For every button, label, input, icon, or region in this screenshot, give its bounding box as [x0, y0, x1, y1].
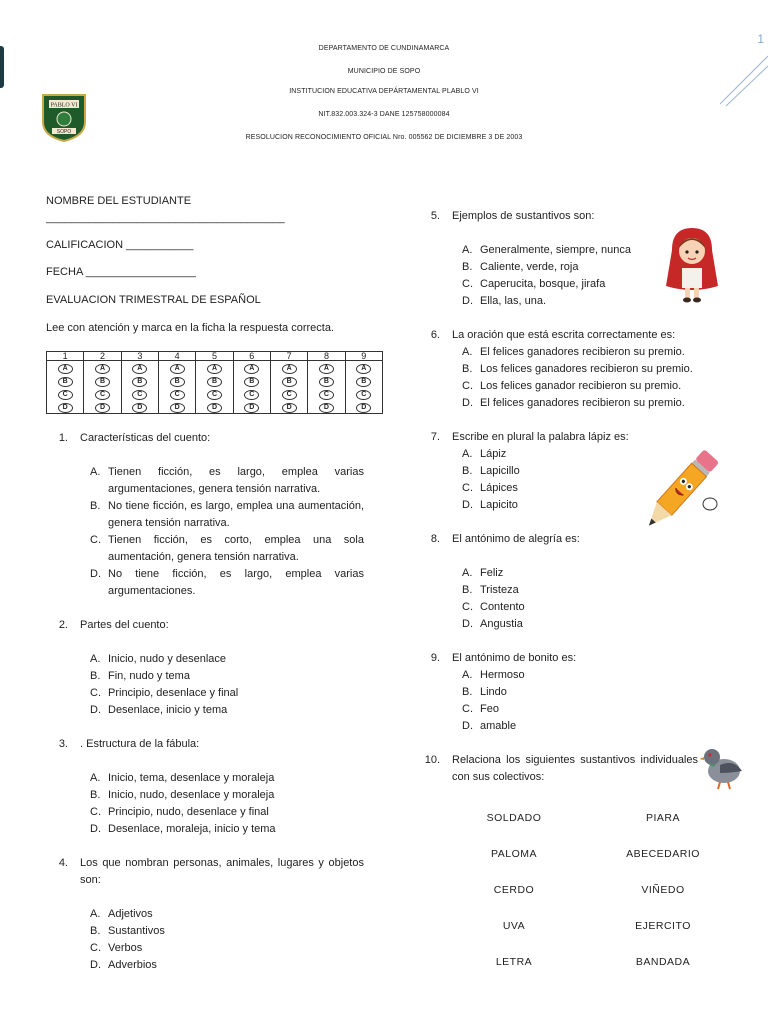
option-text: Lindo — [480, 686, 507, 698]
option-text: Contento — [480, 601, 525, 613]
option-letter: D. — [90, 568, 101, 580]
question-number: 1. — [58, 432, 68, 444]
option-letter: D. — [90, 959, 101, 971]
answer-bubble[interactable]: A — [282, 364, 297, 374]
option-text: Lápices — [480, 482, 518, 494]
question-number: 9. — [430, 652, 440, 664]
question-header — [46, 855, 364, 889]
option-letter: B. — [462, 363, 473, 375]
question-number: 6. — [430, 329, 440, 341]
option-text: No tiene ficción, es largo, emplea varias argumentaciones. — [108, 568, 364, 597]
question-block — [418, 752, 698, 786]
header-department: DEPARTAMENTO DE CUNDINAMARCA — [318, 45, 450, 52]
grid-column-header: 4 — [158, 352, 195, 361]
option-text: Adjetivos — [108, 908, 153, 920]
option-letter: B. — [462, 261, 473, 273]
option-text: El felices ganadores recibieron su premio. — [480, 346, 685, 358]
answer-bubble[interactable]: B — [282, 377, 297, 387]
question-number: 10. — [424, 754, 440, 766]
option-text: Los felices ganador recibieron su premio. — [480, 380, 682, 392]
question-header — [46, 617, 364, 634]
option-letter: C. — [462, 601, 473, 613]
matching-word: PALOMA — [491, 848, 537, 860]
option-letter: D. — [462, 295, 473, 307]
option-letter: B. — [90, 925, 101, 937]
option-letter: D. — [90, 704, 101, 716]
option-text: Desenlace, moraleja, inicio y tema — [108, 823, 276, 835]
corner-decoration-lines — [718, 52, 768, 112]
answer-bubble[interactable]: D — [132, 403, 147, 413]
grid-column-header: 6 — [233, 352, 270, 361]
answer-bubble[interactable]: C — [170, 390, 185, 400]
answer-option — [462, 616, 698, 633]
answer-option — [90, 685, 364, 702]
answer-option — [90, 498, 364, 532]
question-block — [46, 736, 364, 838]
answer-option — [90, 566, 364, 600]
answer-bubble[interactable]: B — [95, 377, 110, 387]
header-nit: NIT.832.003.324-3 DANE 125758000084 — [318, 111, 450, 118]
answer-bubble[interactable]: D — [207, 403, 222, 413]
question-number: 7. — [430, 431, 440, 443]
question-text: Características del cuento: — [80, 432, 211, 444]
answer-option — [90, 651, 364, 668]
answer-option — [462, 599, 698, 616]
question-block — [418, 531, 698, 633]
grid-column-header: 7 — [270, 352, 307, 361]
answer-bubble[interactable]: B — [58, 377, 73, 387]
question-number: 8. — [430, 533, 440, 545]
answer-option — [90, 804, 364, 821]
grid-column-header: 2 — [84, 352, 121, 361]
question-block — [418, 208, 698, 310]
answer-option — [90, 923, 364, 940]
option-letter: C. — [462, 278, 473, 290]
header-institution: INSTITUCION EDUCATIVA DEPÁRTAMENTAL PLABLO VI — [289, 88, 479, 95]
option-text: Principio, desenlace y final — [108, 687, 239, 699]
option-text: Hermoso — [480, 669, 525, 681]
option-text: Ella, las, una. — [480, 295, 547, 307]
option-text: Feo — [480, 703, 499, 715]
option-text: Generalmente, siempre, nunca — [480, 244, 632, 256]
grid-column-header: 3 — [121, 352, 158, 361]
option-text: Inicio, nudo y desenlace — [108, 653, 227, 665]
answer-option — [462, 701, 698, 718]
answer-bubble[interactable]: C — [282, 390, 297, 400]
option-letter: B. — [462, 686, 473, 698]
option-letter: A. — [90, 908, 101, 920]
option-letter: D. — [462, 618, 473, 630]
question-text: Ejemplos de sustantivos son: — [452, 210, 595, 222]
answer-option — [90, 532, 364, 566]
question-header — [46, 736, 364, 753]
answer-bubble[interactable]: D — [95, 403, 110, 413]
option-text: amable — [480, 720, 517, 732]
answer-option — [90, 940, 364, 957]
answer-bubble[interactable]: C — [58, 390, 73, 400]
answer-option — [462, 378, 698, 395]
question-header — [418, 752, 698, 786]
answer-bubble[interactable]: D — [170, 403, 185, 413]
answer-bubble[interactable]: D — [356, 403, 371, 413]
matching-word: EJERCITO — [635, 920, 691, 932]
question-text: El antónimo de alegría es: — [452, 533, 580, 545]
option-letter: A. — [90, 772, 101, 784]
pencil-character-icon — [640, 448, 722, 532]
option-letter: B. — [462, 584, 473, 596]
option-letter: D. — [462, 720, 473, 732]
date-label: FECHA __________________ — [46, 266, 196, 278]
option-text: Sustantivos — [108, 925, 165, 937]
option-text: Principio, nudo, desenlace y final — [108, 806, 269, 818]
option-text: Caliente, verde, roja — [480, 261, 579, 273]
option-letter: A. — [462, 669, 473, 681]
option-letter: A. — [90, 653, 101, 665]
answer-bubble[interactable]: D — [282, 403, 297, 413]
answer-bubble[interactable]: D — [58, 403, 73, 413]
answer-option — [462, 582, 698, 599]
answer-bubble[interactable]: B — [244, 377, 259, 387]
answer-option — [462, 395, 698, 412]
question-number: 5. — [430, 210, 440, 222]
answer-bubble[interactable]: D — [319, 403, 334, 413]
grade-label: CALIFICACION ___________ — [46, 239, 194, 251]
question-text: Los que nombran personas, animales, lugares y objetos son: — [80, 857, 364, 886]
question-text: Escribe en plural la palabra lápiz es: — [452, 431, 629, 443]
option-text: Tienen ficción, es corto, emplea una sola aumentación, genera tensión narrativa. — [108, 534, 364, 563]
header-resolution: RESOLUCION RECONOCIMIENTO OFICIAL Nro. 005562 DE DICIEMBRE 3 DE 2003 — [245, 134, 523, 141]
answer-bubble[interactable]: D — [244, 403, 259, 413]
option-letter: C. — [90, 534, 101, 546]
option-text: Lápiz — [480, 448, 507, 460]
questions-left-column — [46, 430, 364, 991]
page-number: 1 — [757, 32, 764, 46]
student-name-line: _______________________________________ — [46, 212, 285, 224]
answer-bubble[interactable]: A — [207, 364, 222, 374]
option-letter: C. — [90, 806, 101, 818]
option-text: Los felices ganadores recibieron su premio. — [480, 363, 693, 375]
pigeon-icon — [700, 743, 744, 793]
answer-option — [90, 906, 364, 923]
question-block — [46, 430, 364, 600]
matching-word: BANDADA — [635, 956, 691, 968]
crest-text-top: PABLO VI — [50, 102, 78, 109]
question-text: Relaciona los siguientes sustantivos individuales con sus colectivos: — [452, 754, 698, 783]
option-text: Inicio, nudo, desenlace y moraleja — [108, 789, 275, 801]
answer-bubble[interactable]: B — [319, 377, 334, 387]
option-text: Feliz — [480, 567, 504, 579]
question-text: La oración que está escrita correctamente es: — [452, 329, 676, 341]
answer-bubble[interactable]: A — [170, 364, 185, 374]
question-header — [418, 327, 698, 344]
answer-bubble[interactable]: A — [132, 364, 147, 374]
option-text: Lapicillo — [480, 465, 520, 477]
option-letter: C. — [90, 687, 101, 699]
answer-bubble[interactable]: B — [207, 377, 222, 387]
grid-column-header: 5 — [196, 352, 233, 361]
option-text: Verbos — [108, 942, 143, 954]
option-text: Fin, nudo y tema — [108, 670, 190, 682]
matching-word: SOLDADO — [486, 812, 542, 824]
grid-column-header: 8 — [308, 352, 345, 361]
question-header — [418, 429, 698, 446]
matching-individuals — [454, 812, 574, 992]
crest-text-bottom: SOPO — [56, 129, 72, 135]
option-letter: B. — [462, 465, 473, 477]
answer-bubble[interactable]: A — [356, 364, 371, 374]
question-text: . Estructura de la fábula: — [80, 738, 200, 750]
option-text: No tiene ficción, es largo, emplea una aumentación, genera tensión narrativa. — [108, 500, 364, 529]
answer-option — [90, 702, 364, 719]
option-letter: D. — [462, 499, 473, 511]
option-text: Adverbios — [108, 959, 157, 971]
option-text: Angustia — [480, 618, 523, 630]
answer-bubble[interactable]: A — [58, 364, 73, 374]
answer-bubble[interactable]: C — [319, 390, 334, 400]
answer-bubble[interactable]: A — [244, 364, 259, 374]
option-letter: B. — [90, 500, 101, 512]
option-letter: C. — [462, 380, 473, 392]
instruction-text: Lee con atención y marca en la ficha la respuesta correcta. — [46, 322, 334, 334]
red-riding-hood-icon — [660, 224, 724, 306]
answer-bubble[interactable]: C — [132, 390, 147, 400]
answer-option — [462, 667, 698, 684]
option-text: Tienen ficción, es largo, emplea varias argumentaciones, genera tensión narrativa. — [108, 466, 364, 495]
answer-option — [462, 718, 698, 735]
answer-bubble[interactable]: A — [319, 364, 334, 374]
option-text: Desenlace, inicio y tema — [108, 704, 228, 716]
question-block — [418, 327, 698, 412]
question-number: 4. — [58, 857, 68, 869]
grid-column-header: 9 — [345, 352, 382, 361]
answer-option — [462, 565, 698, 582]
option-letter: B. — [90, 670, 101, 682]
option-letter: B. — [90, 789, 101, 801]
option-letter: D. — [462, 397, 473, 409]
question-text: Partes del cuento: — [80, 619, 169, 631]
option-letter: C. — [90, 942, 101, 954]
student-name-label: NOMBRE DEL ESTUDIANTE — [46, 195, 192, 207]
option-text: El felices ganadores recibieron su premio. — [480, 397, 685, 409]
answer-option — [462, 344, 698, 361]
matching-word: UVA — [502, 920, 526, 932]
answer-bubble[interactable]: B — [132, 377, 147, 387]
option-text: Lapicito — [480, 499, 518, 511]
option-text: Caperucita, bosque, jirafa — [480, 278, 606, 290]
matching-word: CERDO — [493, 884, 535, 896]
option-letter: A. — [462, 567, 473, 579]
grid-column-header: 1 — [47, 352, 84, 361]
answer-option — [90, 957, 364, 974]
question-header — [46, 430, 364, 447]
question-text: El antónimo de bonito es: — [452, 652, 577, 664]
question-block — [46, 617, 364, 719]
answer-bubble[interactable]: B — [356, 377, 371, 387]
option-letter: C. — [462, 482, 473, 494]
answer-bubble[interactable]: C — [244, 390, 259, 400]
matching-collectives — [603, 812, 723, 992]
left-edge-tab — [0, 46, 4, 88]
matching-word: PIARA — [645, 812, 680, 824]
option-letter: C. — [462, 703, 473, 715]
question-number: 2. — [58, 619, 68, 631]
answer-bubble[interactable]: C — [95, 390, 110, 400]
option-letter: A. — [462, 448, 473, 460]
answer-bubble[interactable]: C — [356, 390, 371, 400]
option-letter: D. — [90, 823, 101, 835]
question-header — [418, 208, 698, 225]
answer-bubble[interactable]: A — [95, 364, 110, 374]
matching-word: VIÑEDO — [641, 884, 685, 896]
header-municipality: MUNICIPIO DE SOPO — [347, 68, 421, 75]
question-header — [418, 531, 698, 548]
matching-word: LETRA — [495, 956, 533, 968]
answer-option — [462, 684, 698, 701]
answer-option — [90, 787, 364, 804]
matching-word: ABECEDARIO — [626, 848, 700, 860]
option-text: Tristeza — [480, 584, 519, 596]
option-letter: A. — [90, 466, 101, 478]
answer-bubble[interactable]: C — [207, 390, 222, 400]
answer-option — [462, 361, 698, 378]
question-block — [418, 650, 698, 735]
option-text: Inicio, tema, desenlace y moraleja — [108, 772, 275, 784]
answer-grid — [46, 351, 383, 414]
answer-option — [90, 770, 364, 787]
answer-bubble[interactable]: B — [170, 377, 185, 387]
question-block — [46, 855, 364, 974]
answer-option — [90, 668, 364, 685]
answer-option — [90, 464, 364, 498]
option-letter: A. — [462, 244, 473, 256]
option-letter: A. — [462, 346, 473, 358]
question-number: 3. — [58, 738, 68, 750]
question-header — [418, 650, 698, 667]
answer-option — [90, 821, 364, 838]
exam-title: EVALUACION TRIMESTRAL DE ESPAÑOL — [46, 294, 261, 306]
